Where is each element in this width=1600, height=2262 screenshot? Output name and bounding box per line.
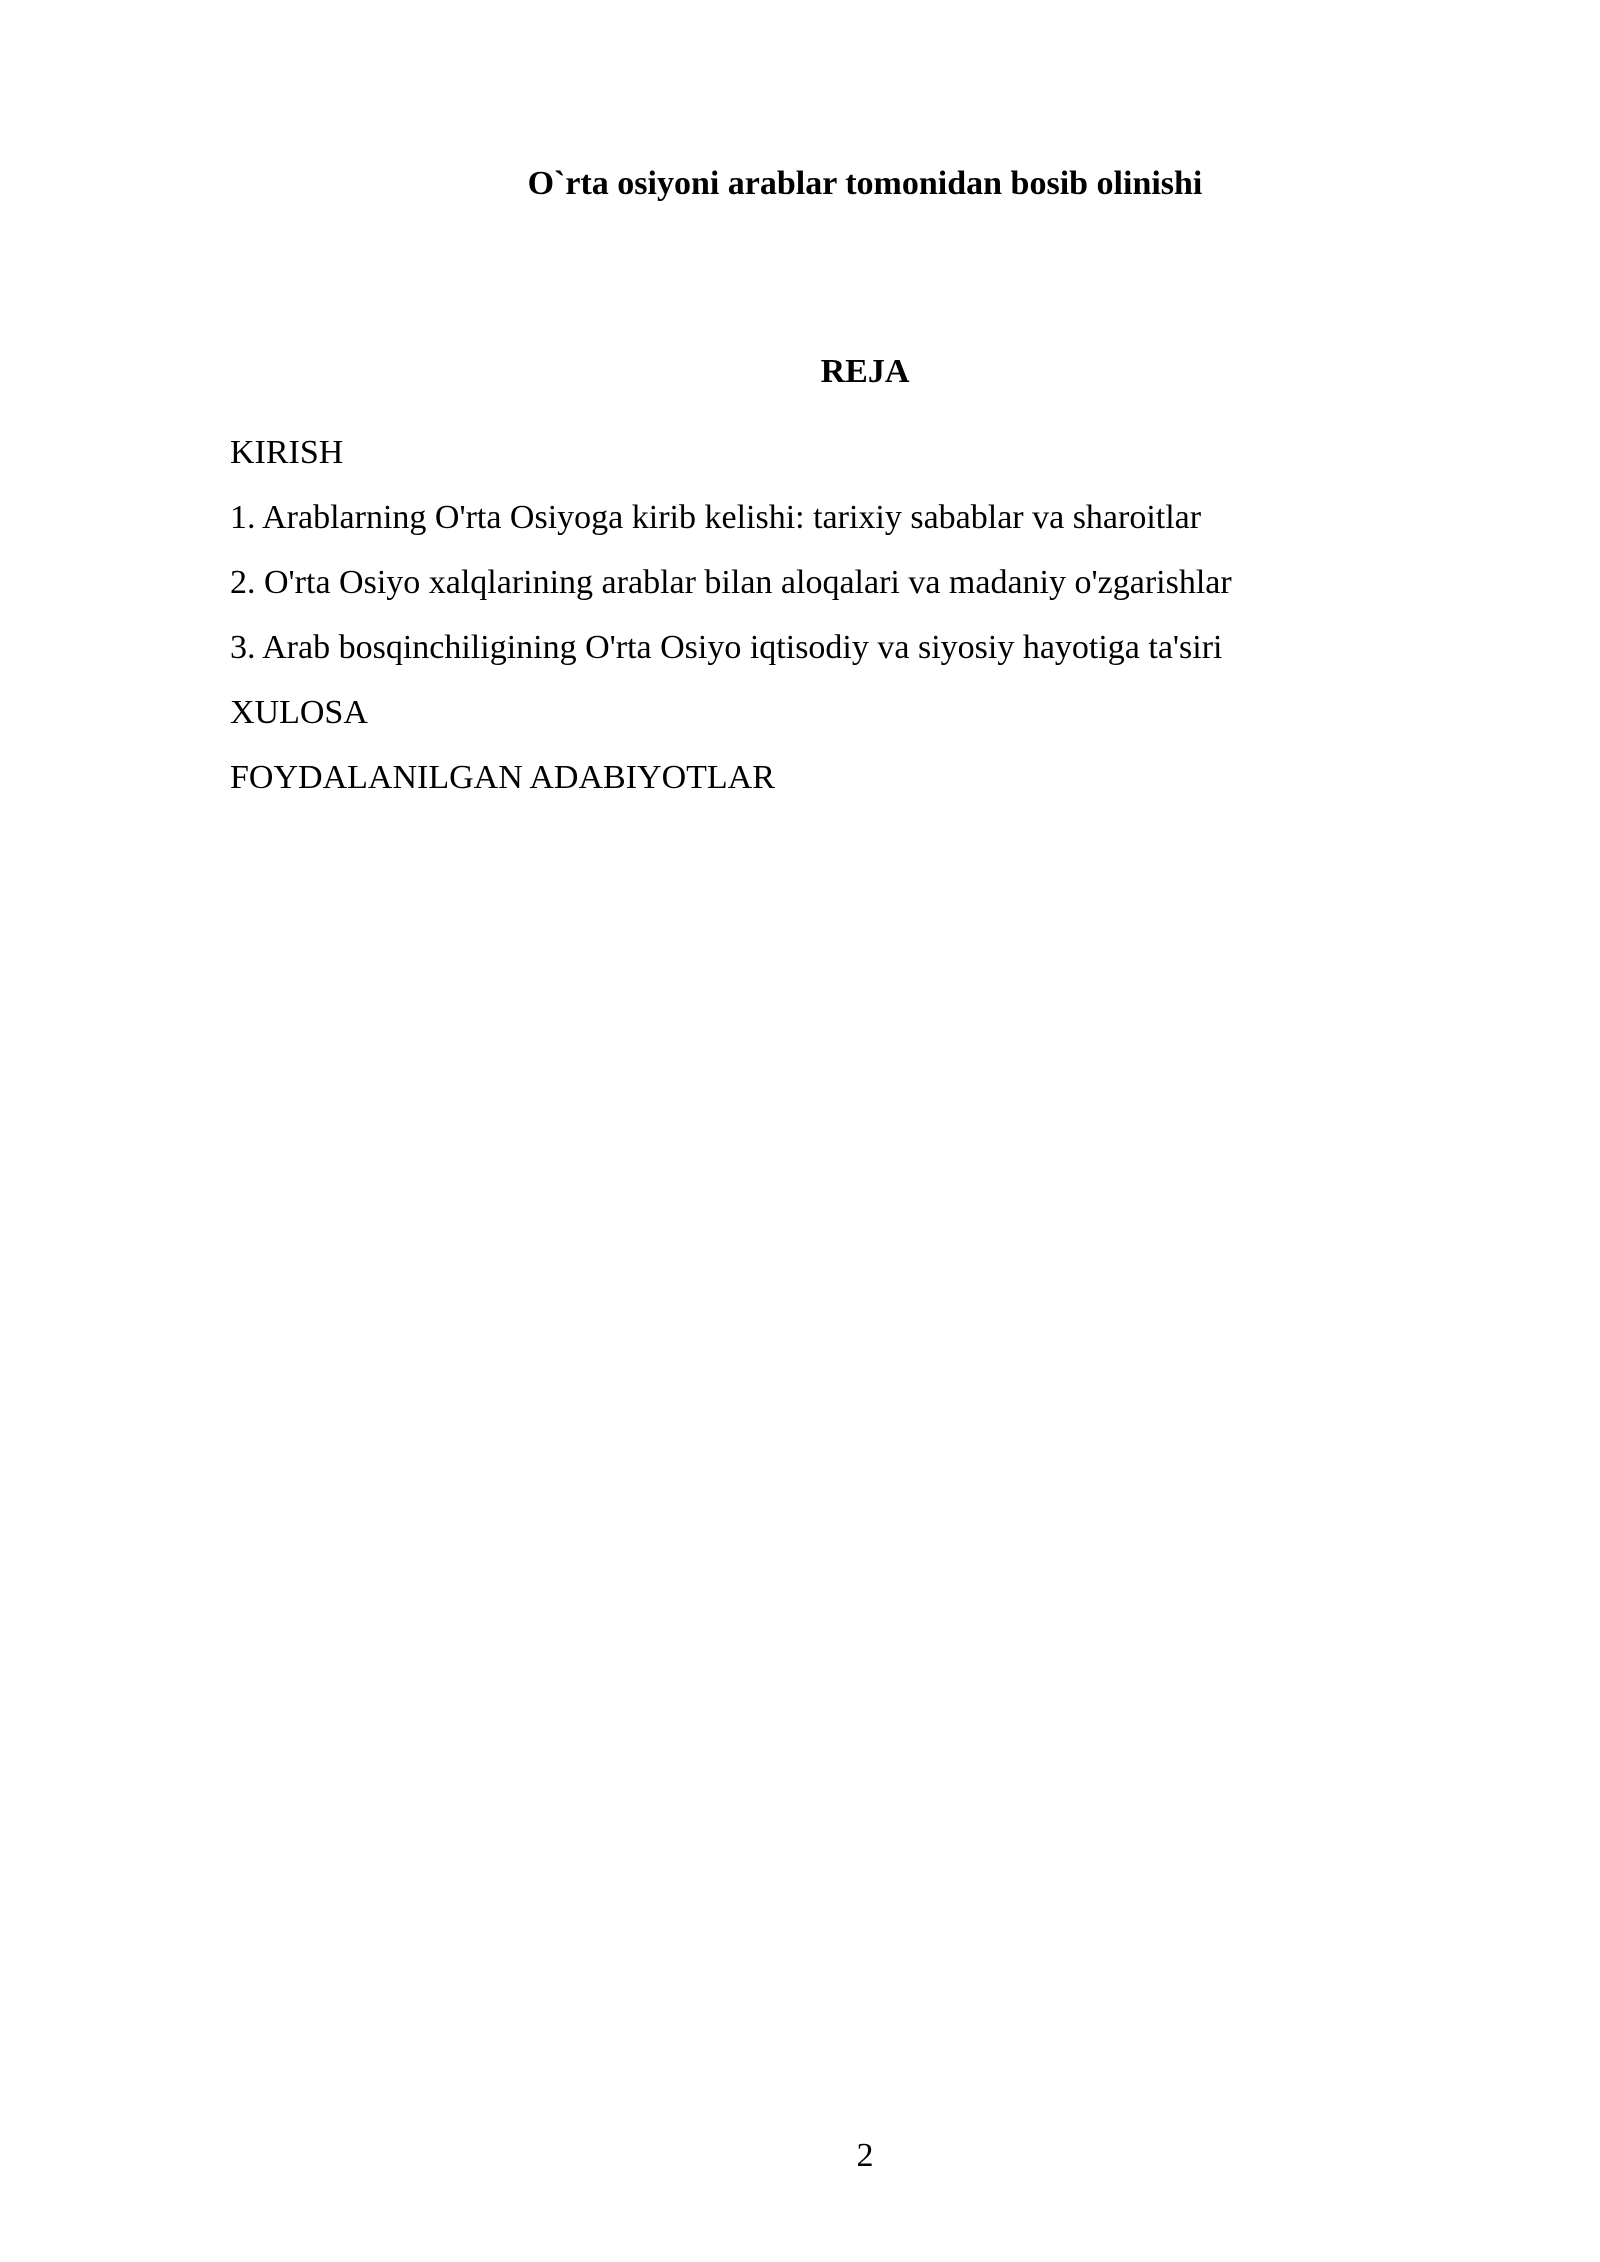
plan-item-references: FOYDALANILGAN ADABIYOTLAR	[230, 759, 775, 796]
plan-item-3: 3. Arab bosqinchiligining O'rta Osiyo iqtisodiy va siyosiy hayotiga ta'siri	[230, 629, 1223, 666]
plan-list	[230, 420, 1480, 810]
plan-item-1: 1. Arablarning O'rta Osiyoga kirib kelishi: tarixiy sabablar va sharoitlar	[230, 499, 1202, 536]
page-number: 2	[856, 2137, 874, 2174]
document-title: O`rta osiyoni arablar tomonidan bosib olinishi	[527, 165, 1203, 202]
plan-item-conclusion: XULOSA	[230, 694, 368, 731]
plan-heading: REJA	[820, 353, 910, 390]
plan-item-introduction: KIRISH	[230, 434, 344, 471]
plan-item-2: 2. O'rta Osiyo xalqlarining arablar bilan aloqalari va madaniy o'zgarishlar	[230, 564, 1232, 601]
